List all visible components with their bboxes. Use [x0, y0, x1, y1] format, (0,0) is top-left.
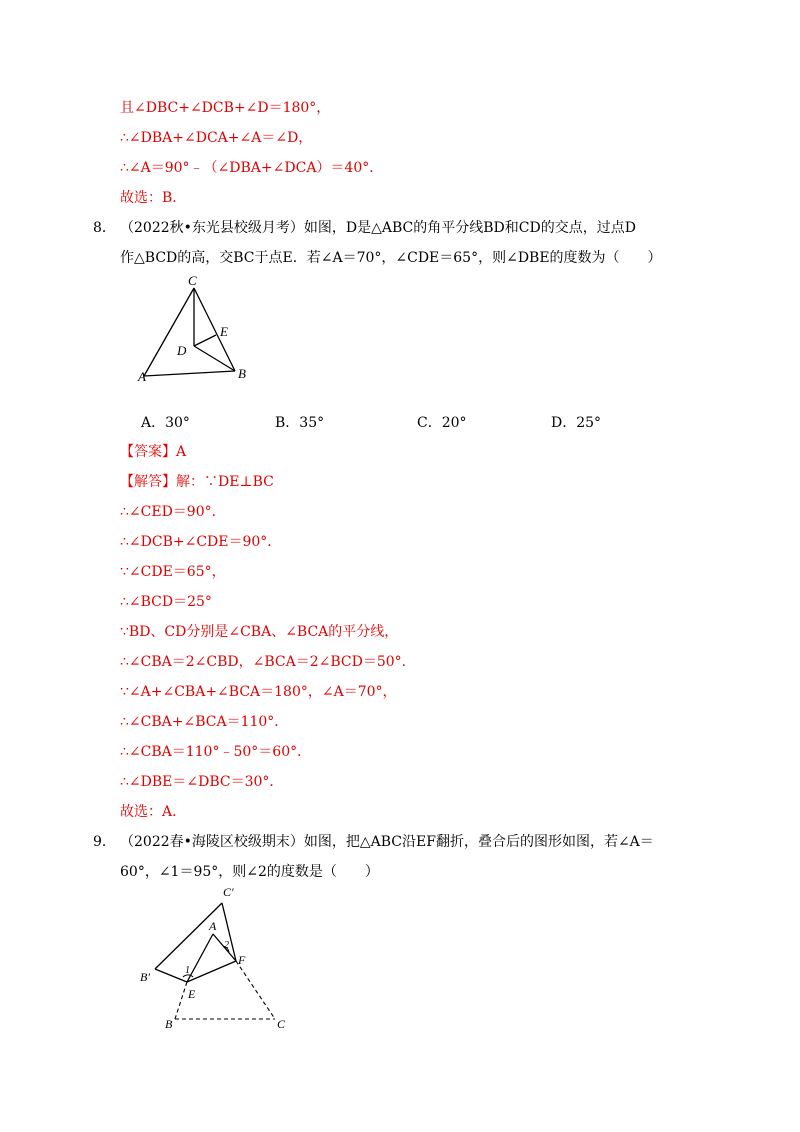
solution-line: ∵∠CDE＝65°，	[120, 564, 226, 580]
answer-label: 【答案】A	[120, 444, 187, 460]
solution-line: 故选：A．	[120, 804, 187, 820]
solution-line: ∴∠CBA＝110°﹣50°＝60°．	[120, 744, 312, 760]
solution-line: 故选：B．	[120, 190, 187, 206]
question-text: 60°，∠1＝95°，则∠2的度数是（ ）	[120, 864, 379, 880]
label-A: A	[209, 919, 217, 933]
label-E: E	[188, 987, 196, 1001]
solution-line: ∴∠DBE＝∠DBC＝30°．	[120, 774, 284, 790]
question-text: （2022春•海陵区校级期末）如图，把△ABC沿EF翻折，叠合后的图形如图，若∠A＝	[120, 834, 654, 850]
solution-line: ∴∠CED＝90°．	[120, 504, 226, 520]
option-b: B．35°	[275, 415, 325, 431]
fold-figure	[135, 882, 295, 1034]
question-number: 8．	[93, 220, 116, 236]
label-angle-1: 1	[185, 965, 190, 976]
label-D: D	[177, 343, 187, 358]
solution-line: ∴∠DBA+∠DCA+∠A＝∠D，	[120, 130, 313, 146]
solution-line: 且∠DBC+∠DCB+∠D＝180°，	[120, 100, 331, 116]
solution-line: ∵∠A+∠CBA+∠BCA＝180°，∠A＝70°，	[120, 684, 397, 700]
solution-line: ∴∠CBA＝2∠CBD，∠BCA＝2∠BCD＝50°．	[120, 654, 416, 670]
solution-line: ∴∠DCB+∠CDE＝90°．	[120, 534, 282, 550]
label-A: A	[138, 369, 146, 384]
label-B: B	[165, 1017, 173, 1031]
label-B: B	[238, 366, 246, 381]
option-a: A．30°	[141, 415, 190, 431]
question-text: 作△BCD的高，交BC于点E．若∠A＝70°，∠CDE＝65°，则∠DBE的度数为（ ）	[120, 250, 662, 266]
label-E: E	[220, 324, 228, 339]
label-C: C	[277, 1017, 286, 1031]
option-c: C．20°	[417, 415, 467, 431]
solution-head: 【解答】解：∵DE⊥BC	[120, 474, 274, 490]
label-F: F	[238, 953, 246, 967]
label-C: C	[188, 273, 197, 288]
option-d: D．25°	[551, 415, 602, 431]
question-number: 9．	[93, 834, 116, 850]
label-B-prime: B′	[140, 970, 150, 984]
label-angle-2: 2	[224, 940, 229, 951]
solution-line: ∵BD、CD分别是∠CBA、∠BCA的平分线，	[120, 624, 399, 640]
triangle-figure	[130, 270, 260, 385]
solution-line: ∴∠BCD＝25°	[120, 594, 212, 610]
solution-line: ∴∠CBA+∠BCA＝110°．	[120, 714, 289, 730]
solution-line: ∴∠A＝90°﹣（∠DBA+∠DCA）＝40°．	[120, 160, 384, 176]
question-text: （2022秋•东光县校级月考）如图，D是△ABC的角平分线BD和CD的交点，过点D	[120, 220, 636, 236]
label-C-prime: C′	[223, 885, 234, 899]
